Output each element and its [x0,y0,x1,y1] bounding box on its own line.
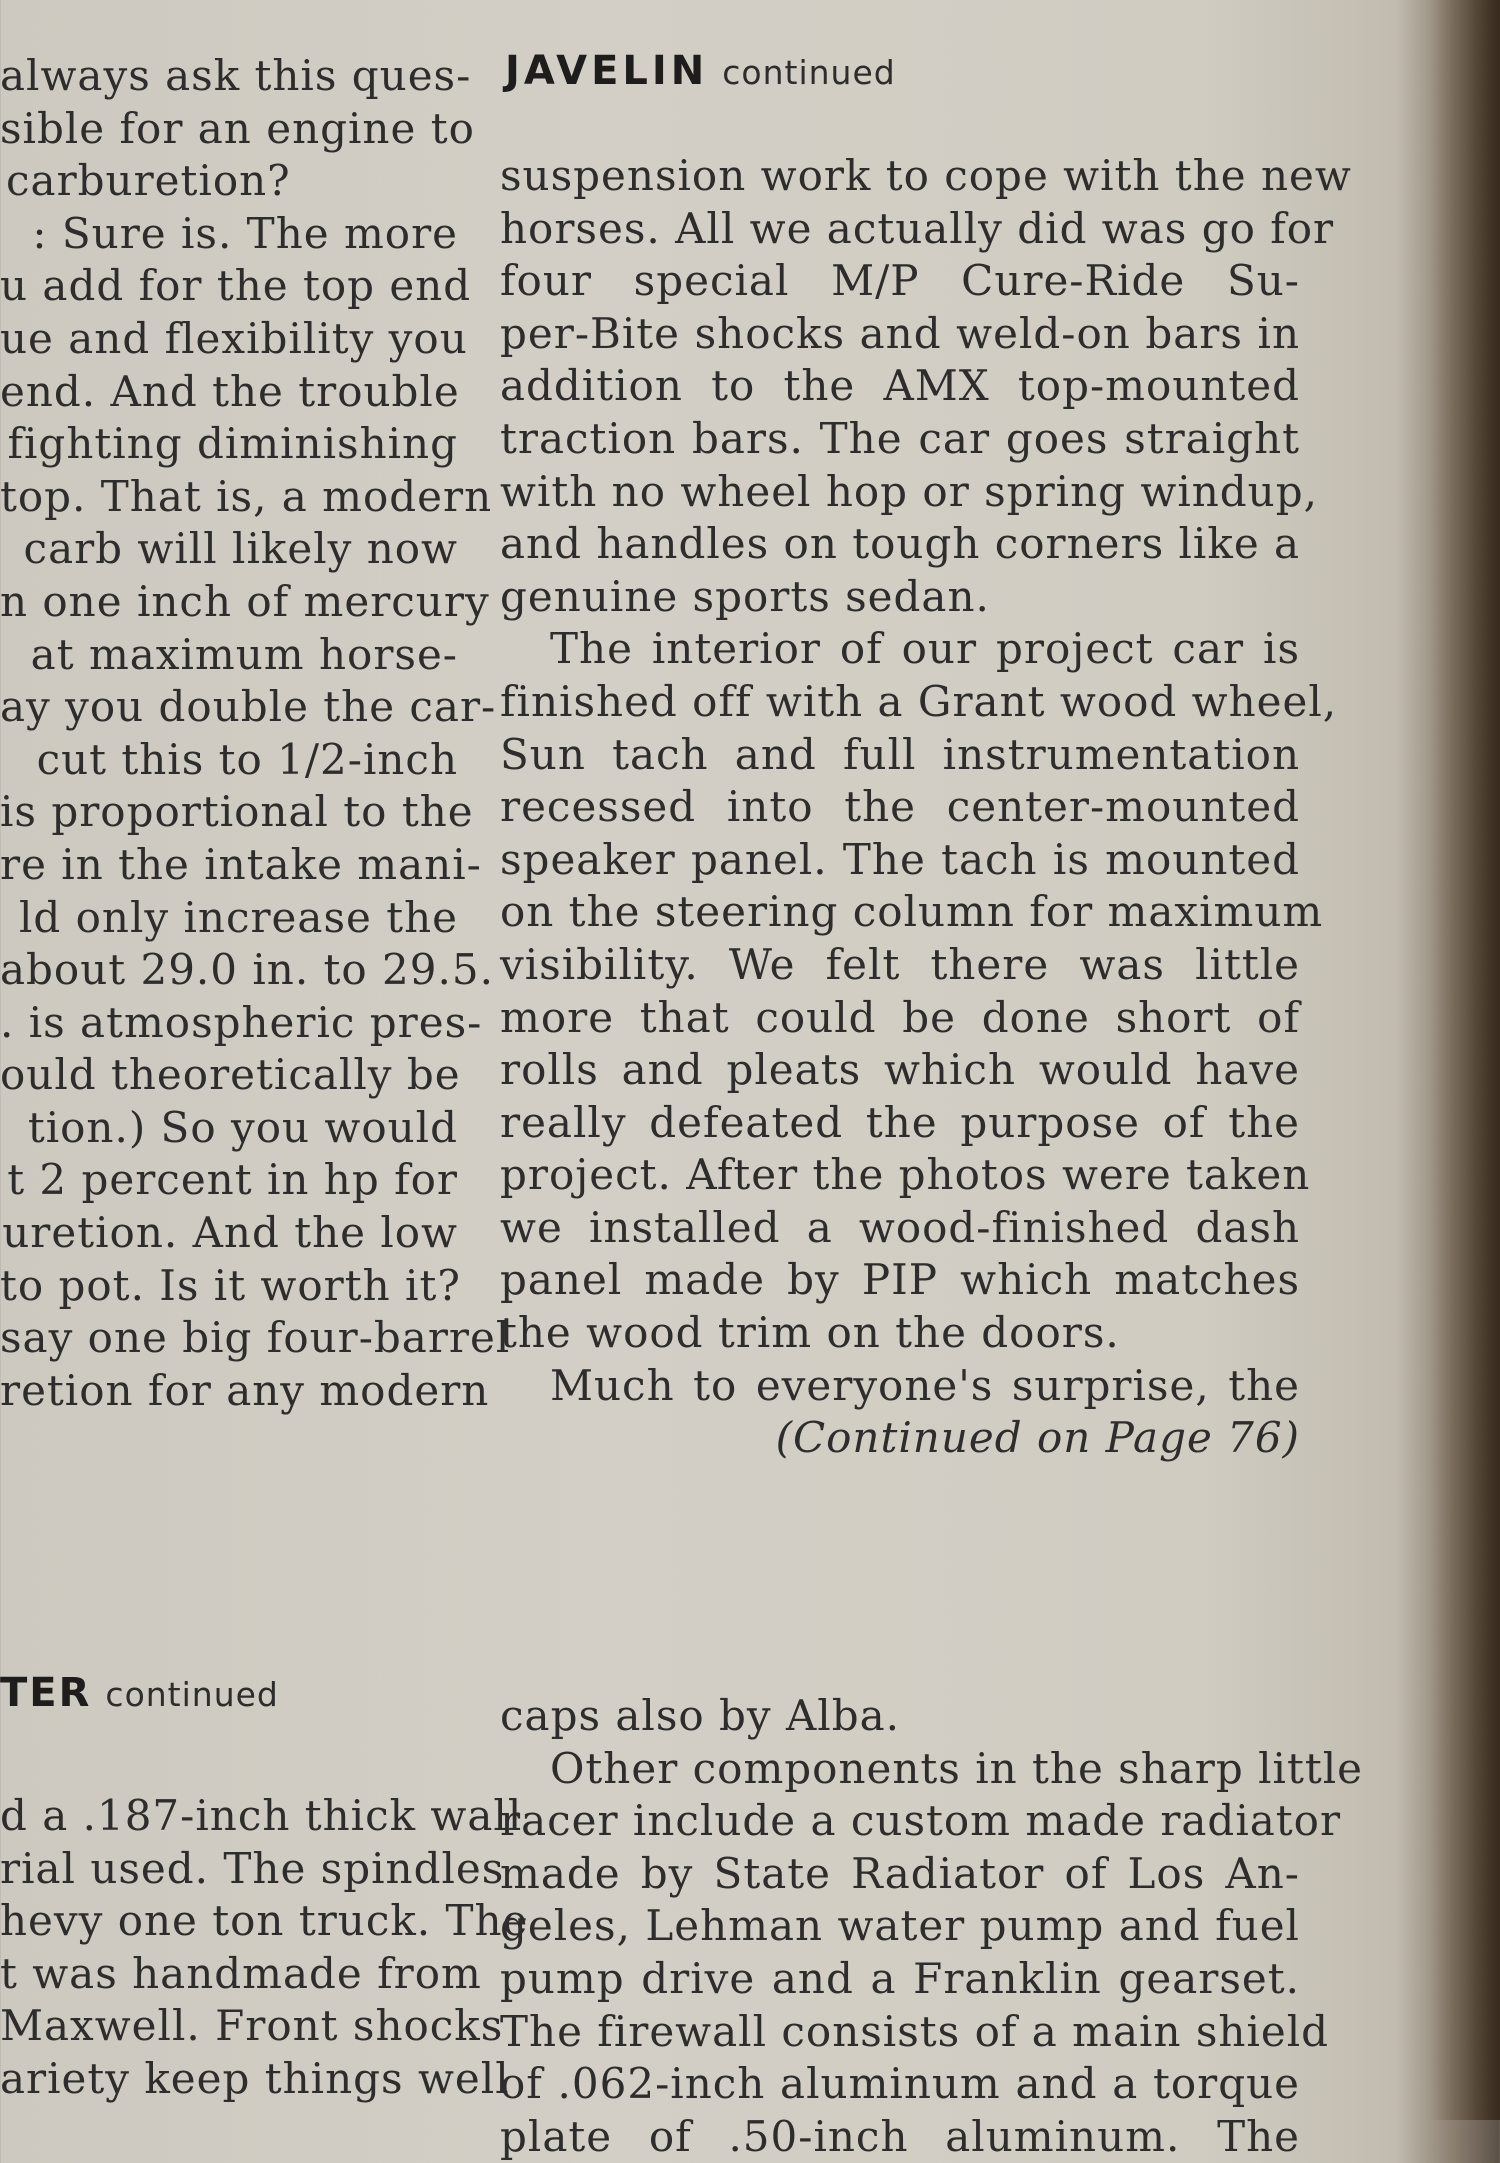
text-line: per-Bite shocks and weld-on bars in [500,308,1300,358]
text-line: really defeated the purpose of the [500,1097,1300,1147]
ter-section-header [0,1670,279,1716]
text-line: ould theoretically be [0,1050,461,1100]
text-line: of .062-inch aluminum and a torque [500,2059,1300,2109]
text-line: recessed into the center-mounted [500,782,1300,832]
text-line: finished off with a Grant wood wheel, [500,676,1338,726]
paragraph-start-line: Much to everyone's surprise, the [550,1360,1300,1410]
text-line: horses. All we actually did was go for [500,203,1335,253]
text-line: made by State Radiator of Los An- [500,1848,1300,1898]
text-line: ld only increase the [18,892,458,942]
text-line: rolls and pleats which would have [500,1045,1300,1095]
text-line: ariety keep things well [0,2053,510,2103]
text-line: Maxwell. Front shocks [0,2001,504,2051]
text-line: pump drive and a Franklin gearset. [500,1953,1300,2003]
text-line: The firewall consists of a main shield [500,2006,1330,2056]
text-line: end. And the trouble [0,366,460,416]
ter-title: TER [0,1670,92,1716]
text-line: we installed a wood-finished dash [500,1202,1300,1252]
text-line: at maximum horse- [30,629,458,679]
text-line: cut this to 1/2-inch [36,734,458,784]
text-line: fighting diminishing [7,419,458,469]
paragraph-start-line: Other components in the sharp little [550,1743,1364,1793]
continued-on-page-note: (Continued on Page 76) [775,1413,1300,1463]
text-line: suspension work to cope with the new [500,151,1352,200]
text-line: carb will likely now [23,524,458,574]
left-column-top-text [0,50,511,1417]
text-line: to pot. Is it worth it? [0,1260,461,1310]
ter-continued-label: continued [105,1675,279,1714]
text-line: geles, Lehman water pump and fuel [500,1901,1300,1951]
text-line: the wood trim on the doors. [500,1308,1120,1358]
text-line: ue and flexibility you [0,313,468,363]
left-column-bottom-text [0,1790,529,2106]
text-line: t was handmade from [0,1948,482,1998]
javelin-section-header [505,48,896,94]
text-line: racer include a custom made radiator [500,1796,1342,1846]
text-line: Sun tach and full instrumentation [500,729,1300,779]
paragraph-start-line: The interior of our project car is [550,624,1300,674]
javelin-continued-label: continued [722,53,896,92]
text-line: traction bars. The car goes straight [500,413,1300,463]
text-line: and handles on tough corners like a [500,519,1301,569]
ter-body-text [500,1690,1364,2163]
text-line: t 2 percent in hp for [7,1155,458,1205]
text-line: say one big four-barrel [0,1313,511,1363]
javelin-body-text [500,150,1352,1464]
text-line: d a .187-inch thick wall [0,1791,523,1840]
text-line: on the steering column for maximum [500,887,1324,937]
text-line: sible for an engine to [0,103,475,153]
text-line: hevy one ton truck. The [0,1896,529,1946]
text-line: uretion. And the low [2,1208,458,1258]
text-line: . is atmospheric pres- [0,997,483,1047]
text-line: carburetion? [6,156,291,206]
text-line: rial used. The spindles [0,1843,505,1893]
text-line: four special M/P Cure-Ride Su- [500,256,1300,306]
text-line: project. After the photos were taken [500,1150,1311,1200]
page-spine-shadow [1430,0,1500,2120]
text-line: plate of .50-inch aluminum. The [500,2111,1300,2161]
text-line: ay you double the car- [0,682,497,732]
text-line: caps also by Alba. [500,1691,901,1740]
text-line: visibility. We felt there was little [500,939,1300,989]
text-line: with no wheel hop or spring windup, [500,466,1318,516]
text-line: top. That is, a modern [0,471,493,521]
text-line: : Sure is. The more [32,208,458,258]
text-line: addition to the AMX top-mounted [500,361,1300,411]
text-line: tion.) So you would [27,1102,458,1152]
text-line: always ask this ques- [0,51,472,100]
text-line: u add for the top end [0,261,472,311]
text-line: genuine sports sedan. [500,571,990,621]
text-line: about 29.0 in. to 29.5. [0,945,494,995]
text-line: re in the intake mani- [0,839,482,889]
text-line: speaker panel. The tach is mounted [500,834,1300,884]
text-line: panel made by PIP which matches [500,1255,1300,1305]
text-line: more that could be done short of [500,992,1300,1042]
text-line: retion for any modern [0,1365,490,1415]
text-line: is proportional to the [0,787,474,837]
javelin-title: JAVELIN [505,48,709,94]
text-line: n one inch of mercury [0,576,490,626]
